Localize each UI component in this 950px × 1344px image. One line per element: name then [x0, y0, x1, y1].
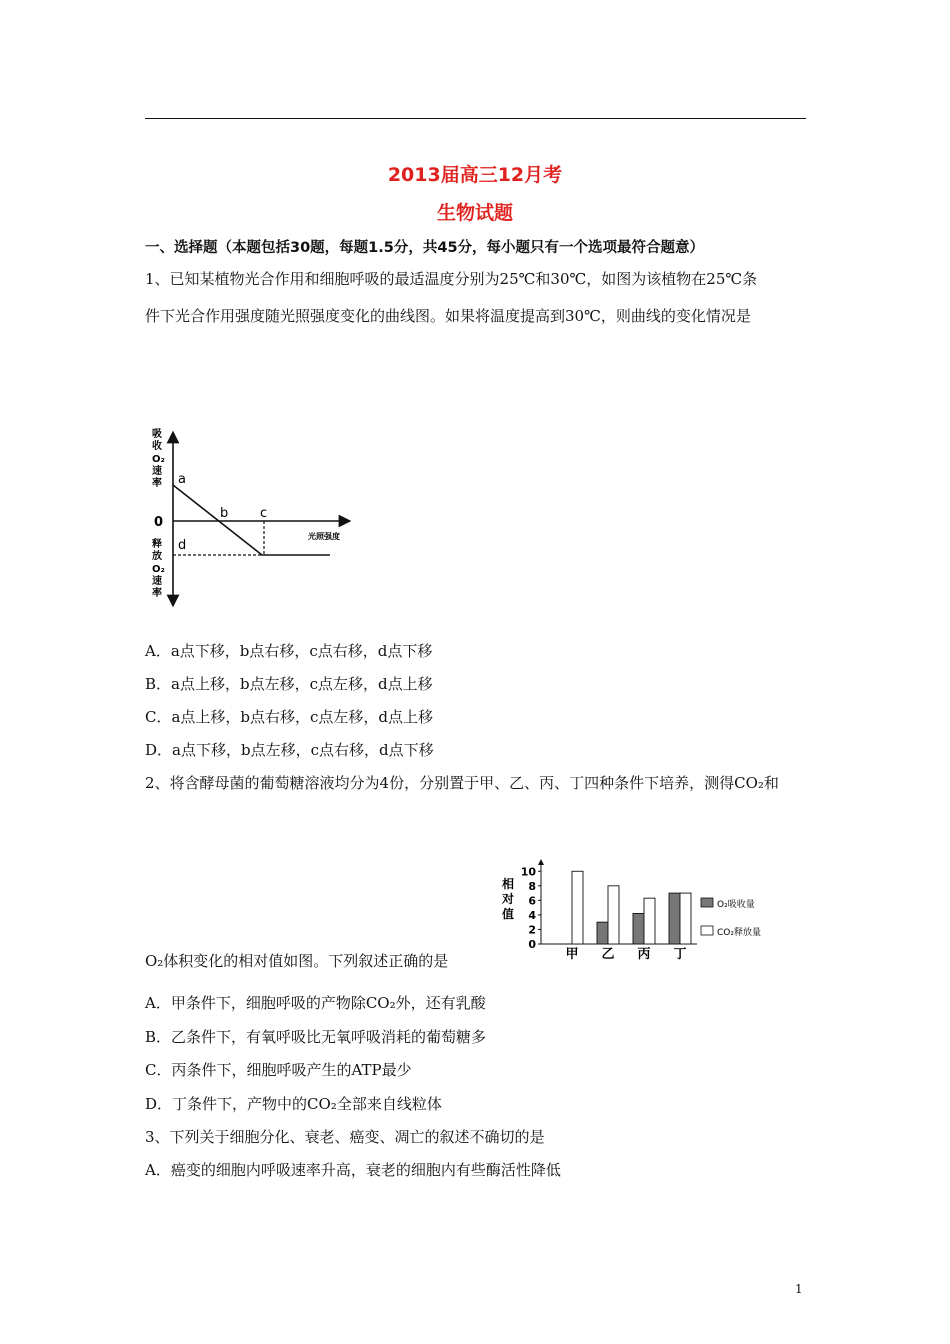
bar-3-0	[669, 893, 680, 944]
exam-subtitle: 生物试题	[436, 202, 513, 224]
q3-option-a: A．癌变的细胞内呼吸速率升高，衰老的细胞内有些酶活性降低	[145, 1161, 561, 1179]
y-bottom-label-1: 放	[152, 551, 162, 562]
point-a-label: a	[178, 472, 186, 487]
bar-ylabel-1: 对	[502, 892, 515, 906]
bar-ytick-label: 8	[528, 879, 536, 893]
y-top-label-2: O₂	[152, 454, 165, 465]
bar-ylabel-2: 值	[502, 907, 515, 921]
q2-option-b: B．乙条件下，有氧呼吸比无氧呼吸消耗的葡萄糖多	[145, 1028, 487, 1046]
legend-swatch-o2	[701, 898, 713, 907]
zero-label: 0	[154, 515, 164, 530]
q2-stem-line1: 2、将含酵母菌的葡萄糖溶液均分为4份，分别置于甲、乙、丙、丁四种条件下培养，测得CO₂和	[145, 774, 779, 792]
bar-2-1	[644, 898, 655, 944]
bar-ytick-label: 0	[528, 938, 536, 951]
bar-category-label: 甲	[565, 947, 579, 962]
q2-stem-line2: O₂体积变化的相对值如图。下列叙述正确的是	[145, 952, 449, 970]
bar-ytick-label: 10	[520, 865, 536, 879]
photosynthesis-curve	[173, 485, 330, 555]
y-top-label-1: 收	[152, 441, 162, 452]
bar-category-label: 丙	[637, 947, 651, 962]
bar-ylabel-0: 相	[502, 877, 515, 891]
q2-option-a: A．甲条件下，细胞呼吸的产物除CO₂外，还有乳酸	[145, 994, 486, 1012]
legend-swatch-co2	[701, 926, 713, 935]
q1-option-a: A．a点下移，b点右移，c点右移，d点下移	[145, 642, 433, 660]
y-bottom-label-2: O₂	[152, 564, 165, 575]
bar-2-0	[633, 913, 644, 944]
x-axis-label: 光照强度	[308, 532, 340, 541]
point-d-label: d	[178, 538, 187, 553]
header-rule	[145, 118, 806, 119]
q1-option-b: B．a点上移，b点左移，c点左移，d点上移	[145, 675, 433, 693]
bar-0-1	[572, 871, 583, 944]
q1-option-d: D．a点下移，b点左移，c点右移，d点下移	[145, 741, 434, 759]
q1-option-c: C．a点上移，b点右移，c点左移，d点上移	[145, 708, 434, 726]
q2-option-d: D．丁条件下，产物中的CO₂全部来自线粒体	[145, 1095, 442, 1113]
bar-3-1	[680, 893, 691, 944]
q1-stem-line2: 件下光合作用强度随光照强度变化的曲线图。如果将温度提高到30℃，则曲线的变化情况是	[145, 307, 751, 325]
bar-ytick-label: 2	[528, 923, 536, 937]
q2-option-c: C．丙条件下，细胞呼吸产生的ATP最少	[145, 1061, 412, 1079]
legend-label-o2: O₂吸收量	[717, 900, 755, 910]
y-bottom-label-0: 释	[152, 539, 162, 550]
y-top-label-3: 速	[152, 466, 162, 477]
q2-bar-chart	[497, 858, 797, 968]
point-b-label: b	[220, 506, 229, 521]
q1-stem-line1: 1、已知某植物光合作用和细胞呼吸的最适温度分别为25℃和30℃，如图为该植物在25℃条	[145, 270, 758, 288]
bar-ytick-label: 6	[528, 894, 536, 908]
point-c-label: c	[260, 506, 268, 521]
bar-ytick-label: 4	[528, 908, 536, 922]
y-top-label-0: 吸	[152, 429, 162, 440]
q1-figure	[140, 425, 370, 610]
bar-1-0	[597, 922, 608, 944]
section-heading: 一、选择题（本题包括30题，每题1.5分，共45分，每小题只有一个选项最符合题意）	[145, 240, 705, 256]
y-bottom-label-3: 速	[152, 576, 162, 587]
y-bottom-label-4: 率	[152, 588, 162, 599]
bar-category-label: 丁	[673, 947, 687, 962]
q3-stem: 3、下列关于细胞分化、衰老、癌变、凋亡的叙述不确切的是	[145, 1128, 545, 1146]
page-number: 1	[795, 1282, 803, 1296]
legend-label-co2: CO₂释放量	[717, 928, 761, 938]
exam-title: 2013届高三12月考	[387, 164, 563, 186]
bar-1-1	[608, 886, 619, 944]
y-top-label-4: 率	[152, 478, 162, 489]
bar-category-label: 乙	[601, 947, 615, 962]
